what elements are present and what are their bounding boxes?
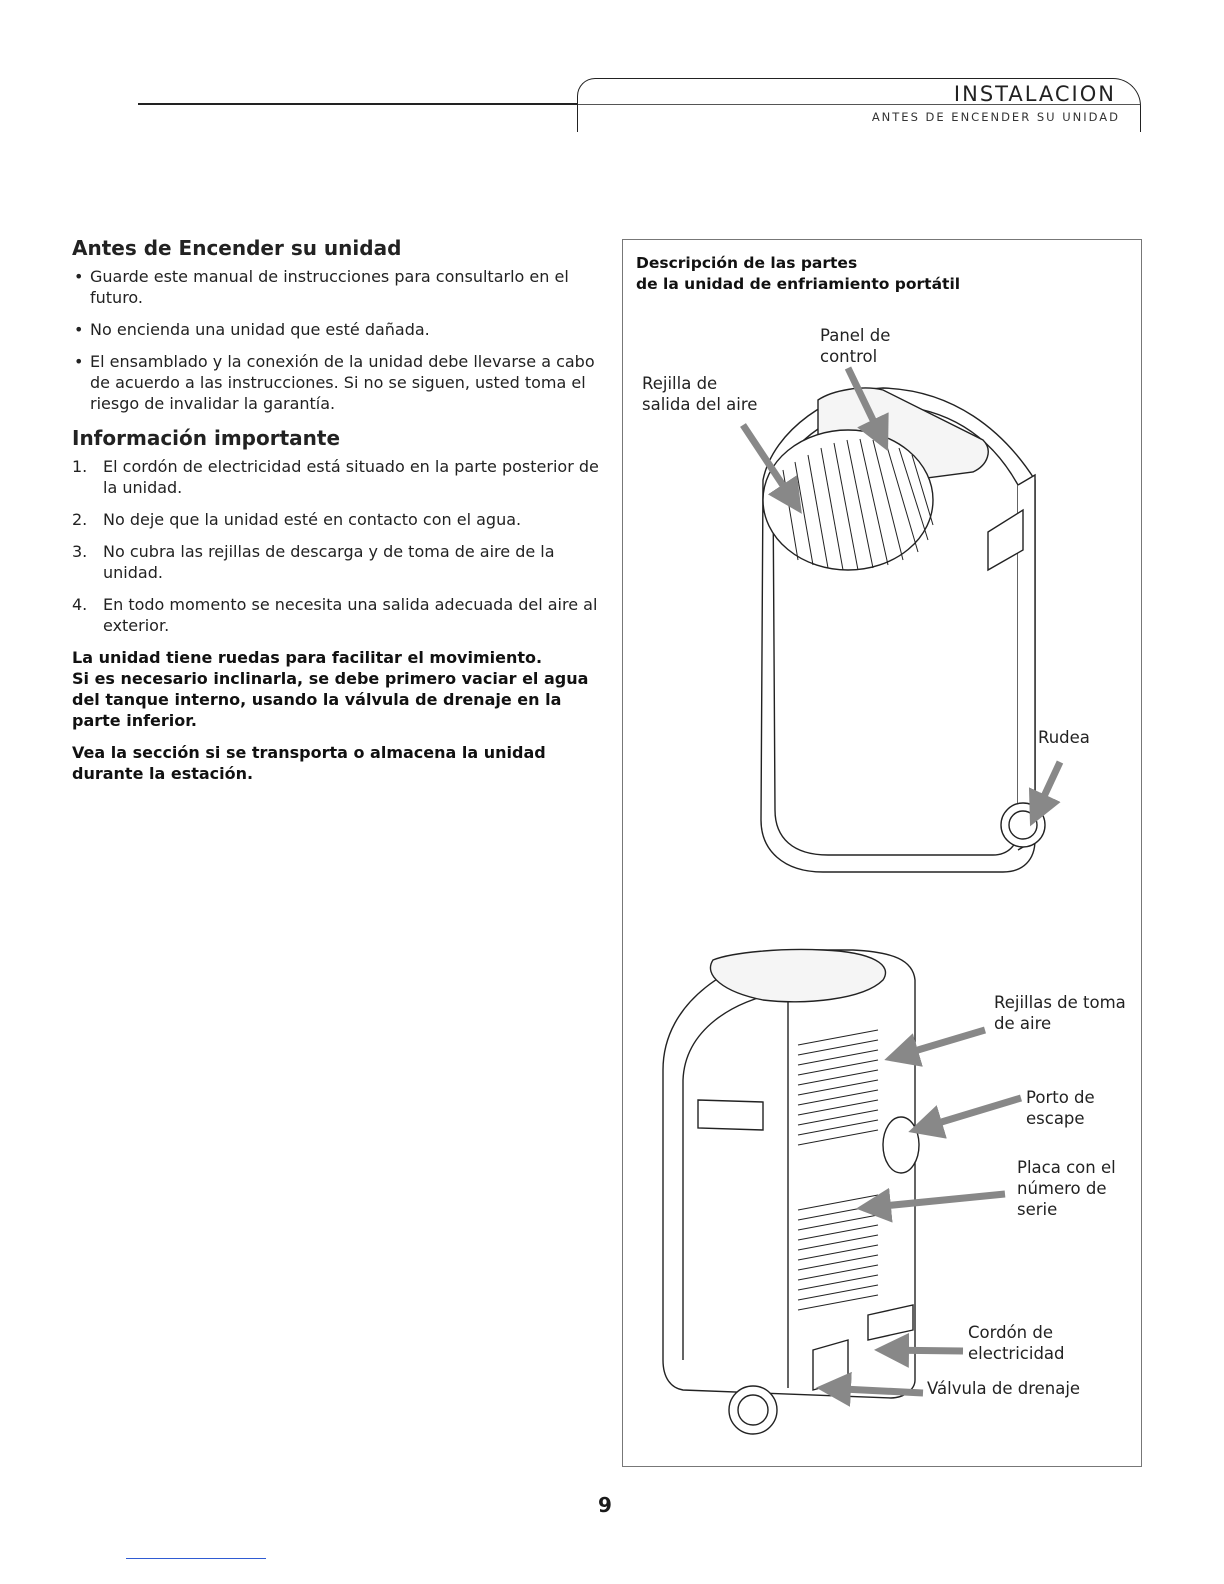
- list-item: 1. El cordón de electricidad está situado en la parte posterior de la unidad.: [72, 457, 599, 497]
- bold-note: La unidad tiene ruedas para facilitar el movimiento. Si es necesario inclinarla, se debe primero vaciar el agua del tanque interno, usando la válvula de drenaje en la parte inferior.: [72, 648, 589, 730]
- parts-figure: [622, 239, 1142, 1467]
- list-item: 4. En todo momento se necesita una salida adecuada del aire al exterior.: [72, 595, 598, 635]
- heading-informacion: Información importante: [72, 426, 341, 450]
- list-item: • El ensamblado y la conexión de la unidad debe llevarse a cabo de acuerdo a las instrucciones. Si no se siguen, usted toma el riesgo de invalidar la garantía.: [74, 352, 595, 413]
- section-title: INSTALACION: [953, 82, 1116, 106]
- header-tab: [577, 78, 1141, 132]
- figure-title: Descripción de las partes de la unidad de enfriamiento portátil: [636, 254, 961, 293]
- subsection-title: ANTES DE ENCENDER SU UNIDAD: [871, 110, 1120, 124]
- label-cordon: Cordón de electricidad: [968, 1323, 1065, 1363]
- bottom-link-rule: [126, 1558, 266, 1559]
- list-item: 2. No deje que la unidad esté en contacto con el agua.: [72, 510, 522, 529]
- header-rule: [138, 103, 578, 105]
- label-rudea: Rudea: [1038, 728, 1090, 747]
- text-column: [72, 236, 612, 795]
- list-item: • Guarde este manual de instrucciones para consultarlo en el futuro.: [74, 267, 569, 307]
- bullet-list: [72, 266, 612, 414]
- label-valvula: Válvula de drenaje: [927, 1379, 1081, 1398]
- back-unit-drawing: [663, 949, 919, 1434]
- label-rejilla-salida: Rejilla de salida del aire: [642, 374, 758, 414]
- list-item: 3. No cubra las rejillas de descarga y de toma de aire de la unidad.: [72, 542, 555, 582]
- label-porto-escape: Porto de escape: [1026, 1088, 1095, 1128]
- label-panel-control: Panel de control: [820, 326, 891, 366]
- heading-antes: Antes de Encender su unidad: [72, 236, 402, 260]
- label-placa-serie: Placa con el número de serie: [1017, 1158, 1116, 1219]
- numbered-list: [72, 456, 612, 636]
- unit-illustration: [623, 240, 1141, 1466]
- label-rejillas-toma: Rejillas de toma de aire: [994, 993, 1126, 1033]
- list-item: • No encienda una unidad que esté dañada.: [74, 320, 430, 339]
- bold-note: Vea la sección si se transporta o almacena la unidad durante la estación.: [72, 743, 546, 783]
- front-unit-drawing: [761, 388, 1045, 872]
- page-number: 9: [598, 1493, 612, 1517]
